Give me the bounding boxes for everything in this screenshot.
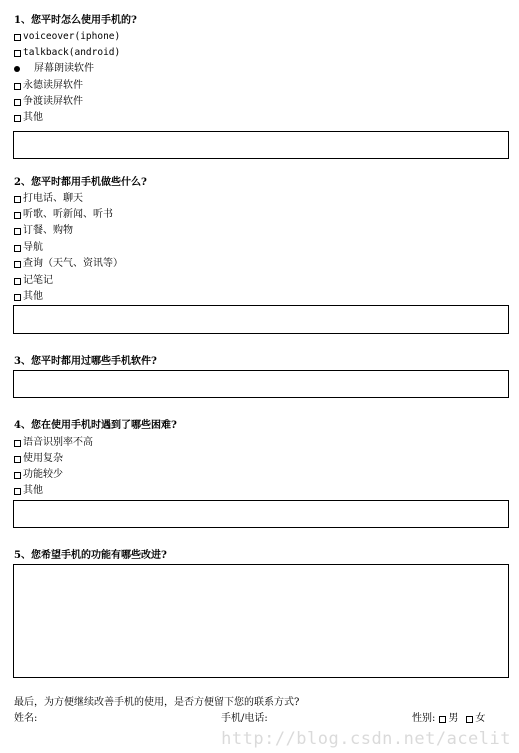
watermark: http://blog.csdn.net/acelit [221, 729, 511, 749]
checkbox[interactable] [14, 196, 21, 203]
q4-option-recognition[interactable]: 语音识别率不高 [14, 437, 93, 449]
q2-option-shopping[interactable]: 订餐、购物 [14, 225, 73, 237]
question-3-title: 3、您平时都用过哪些手机软件? [14, 356, 157, 367]
q2-option-listen[interactable]: 听歌、听新闻、听书 [14, 209, 113, 221]
checkbox[interactable] [14, 472, 21, 479]
q5-answer-box[interactable] [13, 564, 509, 678]
checkbox[interactable] [14, 456, 21, 463]
question-1-title: 1、您平时怎么使用手机的? [14, 15, 137, 26]
q4-other-answer-box[interactable] [13, 500, 509, 528]
checkbox[interactable] [14, 34, 21, 41]
checkbox[interactable] [14, 115, 21, 122]
q1-option-yongde[interactable]: 永德读屏软件 [14, 80, 83, 92]
gender-field [412, 713, 485, 725]
q2-option-query[interactable]: 查询（天气、资讯等） [14, 258, 123, 270]
q1-option-talkback[interactable]: talkback(android) [14, 47, 120, 59]
contact-prompt: 最后，为方便继续改善手机的使用，是否方便留下您的联系方式? [14, 697, 300, 708]
q4-option-other[interactable]: 其他 [14, 485, 43, 497]
q2-option-navigation[interactable]: 导航 [14, 242, 43, 254]
question-2-title: 2、您平时都用手机做些什么? [14, 177, 147, 188]
q2-option-other[interactable]: 其他 [14, 291, 43, 303]
checkbox[interactable] [14, 440, 21, 447]
question-4-title: 4、您在使用手机时遇到了哪些困难? [14, 420, 177, 431]
checkbox[interactable] [14, 261, 21, 268]
q4-option-complex[interactable]: 使用复杂 [14, 453, 63, 465]
checkbox[interactable] [14, 212, 21, 219]
checkbox[interactable] [14, 294, 21, 301]
q1-option-voiceover[interactable]: voiceover(iphone) [14, 31, 120, 43]
q4-option-few-functions[interactable]: 功能较少 [14, 469, 63, 481]
checkbox[interactable] [14, 228, 21, 235]
question-5-title: 5、您希望手机的功能有哪些改进? [14, 550, 167, 561]
q2-option-call[interactable]: 打电话、聊天 [14, 193, 83, 205]
male-checkbox[interactable] [439, 716, 446, 723]
male-label: 男 [448, 713, 459, 724]
gender-label: 性别: [412, 713, 436, 724]
q1-option-other[interactable]: 其他 [14, 112, 43, 124]
female-label: 女 [475, 713, 486, 724]
q1-option-zhengdu[interactable]: 争渡读屏软件 [14, 96, 83, 108]
female-checkbox[interactable] [466, 716, 473, 723]
selected-bullet-icon [14, 66, 20, 72]
checkbox[interactable] [14, 245, 21, 252]
q2-option-notes[interactable]: 记笔记 [14, 275, 53, 287]
q2-other-answer-box[interactable] [13, 305, 509, 334]
checkbox[interactable] [14, 488, 21, 495]
checkbox[interactable] [14, 50, 21, 57]
checkbox[interactable] [14, 83, 21, 90]
q1-option-screen-reader[interactable]: 屏幕朗读软件 [14, 63, 94, 75]
checkbox[interactable] [14, 278, 21, 285]
name-label: 姓名: [14, 713, 38, 724]
q1-other-answer-box[interactable] [13, 131, 509, 159]
q3-answer-box[interactable] [13, 370, 509, 398]
checkbox[interactable] [14, 99, 21, 106]
phone-label: 手机/电话: [221, 713, 268, 724]
